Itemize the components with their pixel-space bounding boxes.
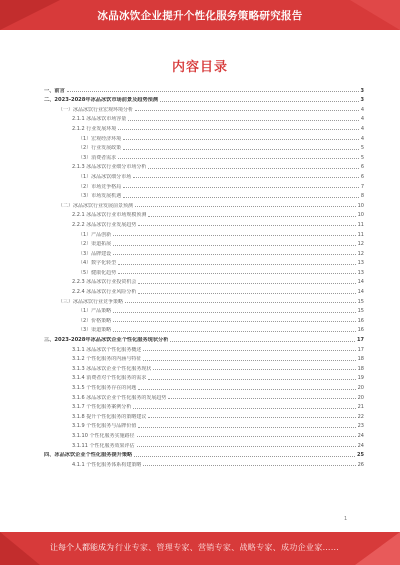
toc-entry-page: 19 [357,375,364,382]
footer-slogan-roles: 行业专家、管理专家、营销专家、战略专家、成功企业家…… [115,543,340,552]
toc-entry-page: 13 [357,269,364,276]
toc-entry-title: 2.2.3 冰品冰饮行业投资机会 [72,279,137,286]
toc-entry-title: （2）市场竞争格局 [78,183,122,190]
footer-banner [0,532,400,565]
toc-entry[interactable] [44,228,364,238]
toc-entry[interactable] [44,410,364,420]
toc-leader-dots [133,177,359,178]
toc-leader-dots [123,197,359,198]
toc-entry-page: 10 [357,202,364,209]
toc-entry-page: 12 [357,250,364,257]
toc-entry-page: 24 [357,442,364,449]
toc-leader-dots [148,379,355,380]
toc-entry-title: （1）产品创新 [78,231,112,238]
toc-entry-title: （1）宏观经济环境 [78,135,122,142]
toc-heading: 内容目录 [171,60,228,75]
toc-entry-page: 4 [360,125,364,132]
toc-entry[interactable] [44,324,364,334]
toc-leader-dots [123,187,359,188]
toc-leader-dots [123,139,359,140]
toc-entry-title: 4.1.1 个性化服务体系构建策略 [72,461,142,468]
toc-entry-page: 20 [357,385,364,391]
toc-entry[interactable] [44,362,364,372]
toc-entry[interactable] [44,381,364,391]
toc-entry-title: 2.2.2 冰品冰饮行业发展趋势 [72,221,137,228]
toc-entry-page: 11 [357,221,364,228]
toc-entry[interactable] [44,122,364,132]
toc-leader-dots [135,206,356,207]
toc-leader-dots [134,456,355,457]
toc-entry-page: 5 [360,145,364,152]
toc-entry[interactable] [44,132,364,142]
toc-entry[interactable] [44,343,364,353]
toc-entry[interactable] [44,391,364,401]
toc-entry-title: 三、2023-2028年冰品冰饮企业个性化服务现状分析 [44,337,169,344]
toc-leader-dots [118,129,359,130]
toc-entry-title: （1）冰品冰饮细分市场 [78,173,132,180]
toc-entry[interactable] [44,266,364,276]
toc-leader-dots [137,436,356,437]
toc-entry-title: 3.1.6 冰品冰饮企业个性化服务的发展趋势 [72,394,167,401]
toc-entry[interactable] [44,372,364,382]
toc-entry-page: 14 [357,289,364,296]
toc-leader-dots [113,254,355,255]
toc-entry-page: 10 [357,212,364,219]
toc-leader-dots [113,331,355,332]
toc-entry-title: （4）数字化转型 [78,260,117,267]
toc-entry[interactable] [44,238,364,248]
toc-entry[interactable] [44,439,364,449]
toc-entry-title: （2）渠道拓展 [78,241,112,248]
toc-entry-title: 2.1.1 冰品冰饮市场容量 [72,116,127,123]
toc-entry[interactable] [44,257,364,267]
toc-entry-title: 2.1.3 冰品冰饮行业细分市场分析 [72,164,147,171]
toc-leader-dots [138,293,355,294]
toc-entry-title: 3.1.1 冰品冰饮个性化服务概述 [72,346,142,353]
toc-leader-dots [67,91,359,92]
toc-entry[interactable] [44,305,364,315]
footer-slogan-lead: 让每个人都能成为 [50,543,114,552]
toc-leader-dots [113,245,355,246]
toc-entry[interactable] [44,218,364,228]
toc-entry-page: 6 [360,173,364,180]
toc-entry-title: 3.1.3 冰品冰饮企业个性化服务现状 [72,365,152,372]
toc-entry-page: 22 [357,413,364,420]
toc-entry[interactable] [44,353,364,363]
toc-entry-page: 11 [357,231,364,238]
toc-leader-dots [143,350,355,351]
toc-entry-page: 24 [357,432,364,439]
toc-entry-page: 18 [357,365,364,372]
toc-entry[interactable] [44,180,364,190]
toc-entry[interactable] [44,103,364,113]
table-of-contents [44,84,364,468]
toc-entry-title: 3.1.10 个性化服务实施路径 [72,432,135,439]
toc-entry-page: 3 [360,87,364,94]
toc-entry-title: （二）冰品冰饮行业发展前景预测 [58,202,134,209]
toc-leader-dots [118,158,359,159]
toc-entry[interactable] [44,151,364,161]
report-title: 冰品冰饮企业提升个性化服务策略研究报告 [97,10,303,22]
toc-entry-page: 17 [357,337,364,344]
toc-entry-title: 四、冰品冰饮企业个性化服务提升策略 [44,452,133,459]
toc-leader-dots [137,446,356,447]
toc-entry-title: 3.1.4 消费者对个性化服务的需求 [72,375,147,382]
toc-entry-page: 25 [357,452,364,459]
toc-entry[interactable] [44,247,364,257]
toc-entry[interactable] [44,199,364,209]
toc-leader-dots [143,360,355,361]
toc-entry[interactable] [44,113,364,123]
toc-entry-page: 6 [360,164,364,171]
toc-leader-dots [118,264,355,265]
toc-entry-page: 4 [360,106,364,113]
toc-entry[interactable] [44,276,364,286]
toc-entry[interactable] [44,94,364,104]
toc-entry[interactable] [44,314,364,324]
footer-decoration [355,532,400,565]
toc-leader-dots [160,101,358,102]
toc-leader-dots [148,417,355,418]
toc-leader-dots [135,110,359,111]
toc-leader-dots [123,149,359,150]
toc-entry-title: 2.2.4 冰品冰饮行业风险分析 [72,289,137,296]
toc-entry-page: 15 [357,298,364,305]
toc-entry-page: 23 [357,423,364,430]
toc-entry-page: 7 [360,183,364,190]
toc-entry-title: （3）渠道策略 [78,327,112,334]
toc-leader-dots [128,120,359,121]
toc-entry-page: 5 [360,154,364,161]
toc-entry-page: 13 [357,260,364,267]
toc-entry-title: 3.1.2 个性化服务的内涵与特征 [72,356,142,363]
toc-entry[interactable] [44,295,364,305]
toc-entry-page: 14 [357,279,364,286]
toc-entry-title: 3.1.8 提升个性化服务的策略建议 [72,413,147,420]
toc-entry-page: 21 [357,404,364,411]
toc-leader-dots [138,283,355,284]
toc-entry-page: 16 [357,317,364,324]
toc-entry-title: 3.1.7 个性化服务案例分析 [72,404,132,411]
toc-entry-title: （2）价格策略 [78,317,112,324]
toc-entry-page: 15 [357,308,364,315]
toc-entry-page: 4 [360,135,364,142]
toc-entry-title: （一）冰品冰饮行业宏观环境分析 [58,106,134,113]
toc-leader-dots [133,408,355,409]
toc-entry-title: 2.1.2 行业发展环境 [72,125,117,132]
header-banner [0,0,400,30]
toc-leader-dots [113,235,355,236]
toc-entry-title: （3）市场发展机遇 [78,193,122,200]
toc-leader-dots [153,369,355,370]
toc-entry[interactable] [44,285,364,295]
toc-entry-title: 3.1.9 个性化服务与品牌价值 [72,423,137,430]
toc-entry-title: （1）产品策略 [78,308,112,315]
toc-entry-page: 18 [357,356,364,363]
footer-decoration [0,532,40,565]
toc-entry[interactable] [44,401,364,411]
toc-leader-dots [118,273,355,274]
toc-entry[interactable] [44,161,364,171]
toc-entry-page: 12 [357,241,364,248]
toc-entry-page: 3 [360,97,364,104]
toc-entry-title: （3）品牌建设 [78,250,112,257]
toc-entry-title: （3）消费者需求 [78,154,117,161]
toc-leader-dots [125,302,356,303]
toc-entry-title: 3.1.11 个性化服务效果评估 [72,442,135,449]
toc-entry-title: 2.2.1 冰品冰饮行业市场规模预测 [72,212,147,219]
toc-leader-dots [148,168,358,169]
toc-leader-dots [113,312,355,313]
toc-entry[interactable] [44,190,364,200]
toc-entry-title: （5）健康化趋势 [78,269,117,276]
toc-entry-title: 3.1.5 个性化服务存在的问题 [72,385,137,391]
toc-leader-dots [168,398,355,399]
toc-entry[interactable] [44,420,364,430]
toc-entry[interactable] [44,209,364,219]
toc-entry-page: 16 [357,327,364,334]
toc-leader-dots [138,427,355,428]
toc-entry[interactable] [44,458,364,468]
toc-leader-dots [113,321,355,322]
toc-entry-title: 一、前言 [44,87,65,94]
toc-leader-dots [138,389,355,390]
toc-entry-page: 4 [360,116,364,123]
toc-entry[interactable] [44,84,364,94]
toc-entry-title: （三）冰品冰饮行业竞争策略 [58,298,124,305]
toc-entry-title: 二、2023-2028年冰品冰饮市场前景及趋势预测 [44,97,159,104]
toc-entry-page: 20 [357,394,364,401]
toc-entry[interactable] [44,170,364,180]
toc-entry-title: （2）行业发展政策 [78,145,122,152]
toc-entry-page: 26 [357,461,364,468]
toc-leader-dots [148,216,355,217]
toc-entry-page: 17 [357,346,364,353]
toc-entry[interactable] [44,333,364,343]
toc-entry-page: 8 [360,193,364,200]
toc-leader-dots [170,341,355,342]
toc-entry[interactable] [44,429,364,439]
toc-leader-dots [143,465,355,466]
page-number: 1 [344,516,348,522]
toc-entry[interactable] [44,142,364,152]
toc-entry[interactable] [44,449,364,459]
toc-leader-dots [138,225,355,226]
